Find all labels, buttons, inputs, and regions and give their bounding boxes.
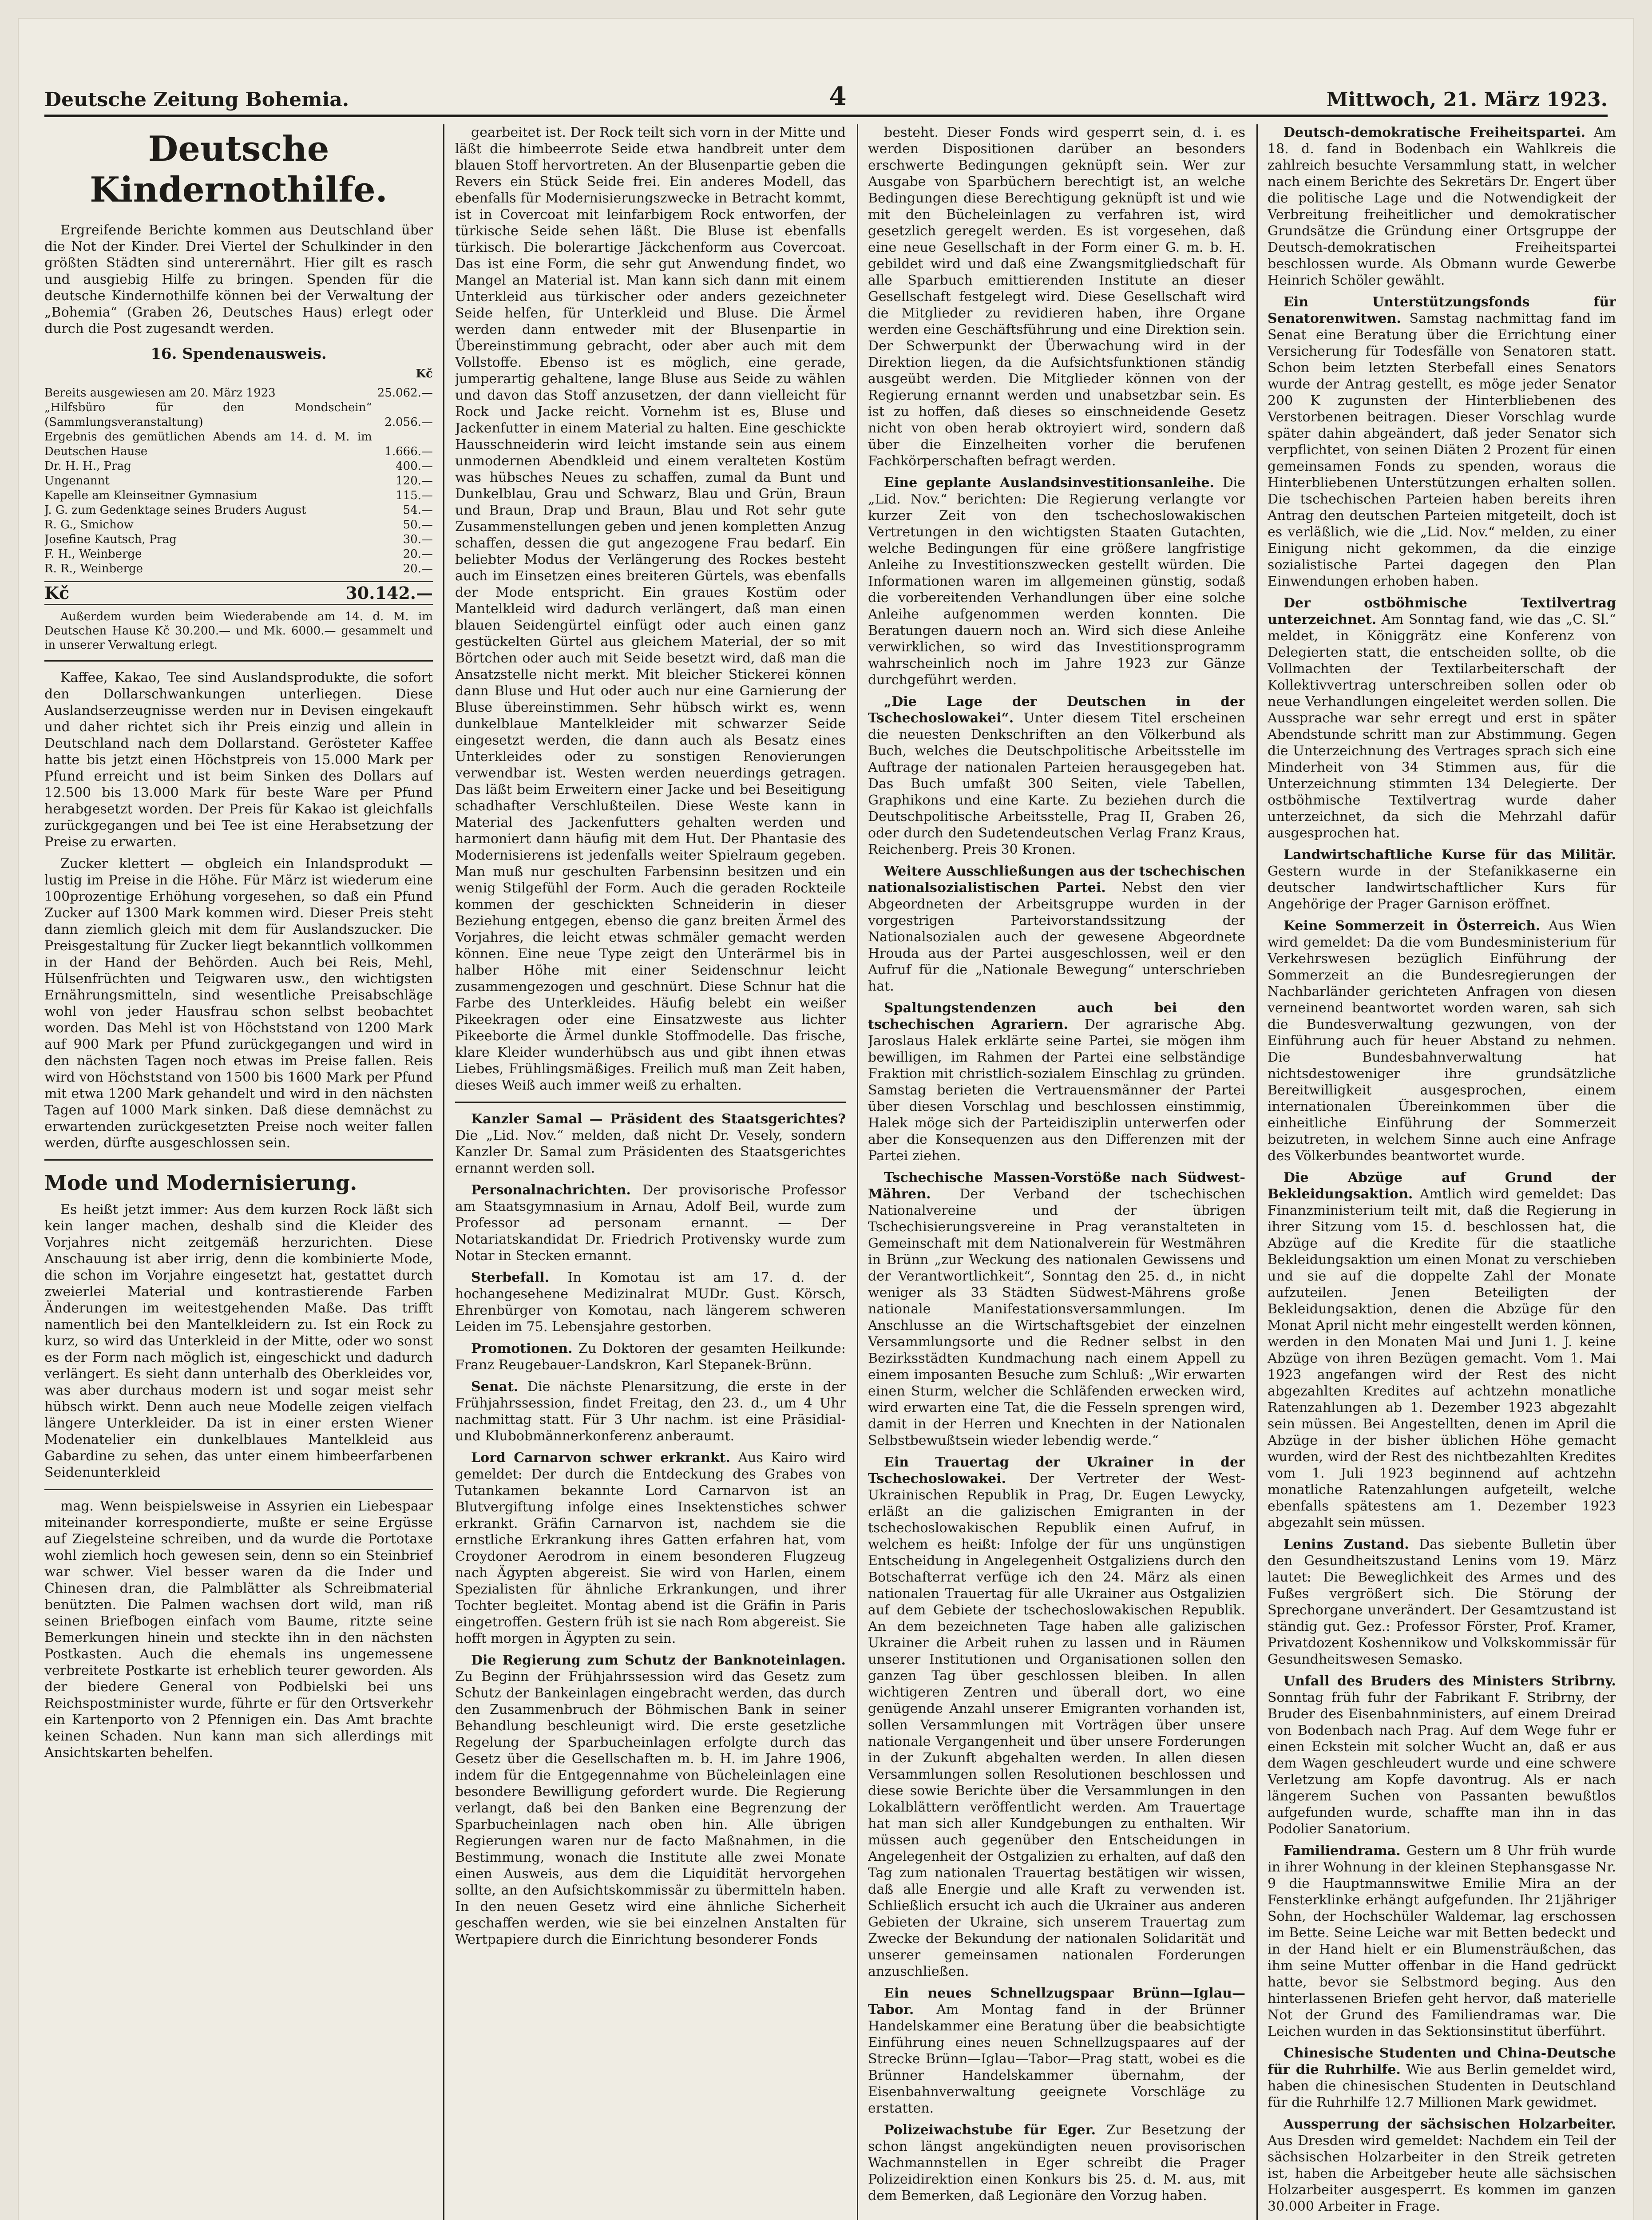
news-text: Am Montag fand in der Brünner Handelskammer eine Beratung über die beabsichtigte Einführung eines neuen Schnellzugspaares auf der Strecke Brünn—Iglau—Tabor—Prag statt, wobei es die Brünner Handelskammer übernahm, der Eisenbahnverwaltung geeignete Vorschläge zu erstatten. — [868, 2002, 1245, 2116]
news-item — [455, 1269, 846, 1335]
news-item — [868, 1454, 1245, 1980]
amount: 400.— — [396, 460, 433, 473]
amount: 20.— — [403, 562, 433, 575]
news-text: Sonntag früh fuhr der Fabrikant F. Stribrny, der Bruder des Eisenbahnministers, auf einem Dreirad von Bodenbach nach Prag. Auf dem Wege fuhr er einen Eckstein mit solcher Wucht an, daß er aus dem Wagen geschleudert wurde und eine schwere Verletzung am Kopfe davontrug. Als er nach längerem Suchen von Passanten bewußtlos aufgefunden wurde, schaffte man ihn in das Podolier Sanatorium. — [1268, 1690, 1616, 1837]
article-text: gearbeitet ist. Der Rock teilt sich vorn in der Mitte und läßt die himbeerrote Seide etwa handbreit unter dem blauen Stoff hervortreten. An der Blusenpartie geben die Revers ein Stück Seide frei. Ein anderes Modell, das ebenfalls für Modernisierungszwecke in Betracht kommt, ist in Covercoat mit leinfarbigem Rock entworfen, der türkische Seide sehen läßt. Die Bluse ist ebenfalls türkisch. Die bolerartige Jäckchenform aus Covercoat. Das ist eine Form, die sehr gut Anwendung findet, wo Mangel an Material ist. Man kann sich dann mit einem Unterkleid aus türkischer oder anders gezeichneter Seide helfen, für Unterkleid und Bluse. Die Ärmel werden dann entweder mit der Blusenpartie in Übereinstimmung gebracht, oder aber auch mit dem Vollstoffe. Ebenso ist es möglich, eine gerade, jumperartig gehaltene, lange Bluse aus Seide zu wählen und davon das Stoff anzusetzen, der dann vielleicht für Rock und Jacke reicht. Vornehm ist es, Bluse und Jackenfutter in einem Material zu halten. Eine geschickte Hausschneiderin wird leicht imstande sein aus einem unmodernen Abendkleid und einem veralteten Kostüm was hübsches Neues zu schaffen, zumal da Bunt und Dunkelblau, Grau und Schwarz, Blau und Grün, Braun und Braun, Drap und Braun, Blau und Rot sehr gute Zusammenstellungen geben und jenen kompletten Anzug schaffen, dessen die gut angezogene Frau bedarf. Ein beliebter Modus der Verlängerung des Rockes besteht auch im Einsetzen eines breiteren Gürtels, was ebenfalls der Mode entspricht. Ein graues Kostüm oder Mantelkleid wird dadurch verlängert, daß man einen blauen Seidengürtel einfügt oder auch einen ganz gestückelten Gürtel aus gleichem Material, der so mit Börtchen oder auch mit Seide besetzt wird, daß man die Ansatzstelle nicht merkt. Mit bleicher Stickerei können dann Bluse und Hut oder auch nur eine Garnierung der Bluse übereinstimmen. Sehr hübsch wirkt es, wenn dunkelblaue Mantelkleider mit schwarzer Seide eingesetzt werden, die dann auch als Besatz eines Unterkleides oder zu sonstigen Renovierungen verwendbar ist. Westen werden neuerdings getragen. Das läßt beim Erweitern einer Jacke und bei Beseitigung schadhafter Verschlußteilen. Diese Weste kann in Material des Jackenfutters gehalten werden und harmoniert dann häufig mit dem Hut. Der Phantasie des Modernisierens ist jedenfalls weiter Spielraum gegeben. Man muß nur geschulten Farbensinn besitzen und ein wenig Stilgefühl der Form. Auch die geraden Rockteile kommen der geschickten Schneiderin in dieser Beziehung entgegen, ebenso die ganz breiten Ärmel des Vorjahres, die leicht etwas schmäler gemacht werden können. Eine neue Type zeigt den Unterärmel bis in halber Höhe mit einer Seidenschnur leicht zusammengezogen und geschnürt. Diese Schnur hat die Farbe des Unterkleides. Häufig belebt ein weißer Pikeekragen oder eine Einsatzweste aus lichter Pikeeborte die Ärmel dunkle Stoffmodelle. Das frische, klare Kleider wunderhübsch aus und gibt ihnen etwas Liebes, Frühlingsmäßiges. Freilich muß man Zeit haben, dieses Weiß auch immer weiß zu erhalten. — [455, 125, 846, 1093]
news-headline: Der ostböhmische Textilvertrag unterzeichnet. — [1268, 595, 1616, 627]
news-text: Aus Kairo wird gemeldet: Der durch die Entdeckung des Grabes von Tutankamen bekannte Lord Carnarvon ist an Blutvergiftung infolge eines Insektenstiches schwer erkrankt. Gräfin Carnarvon ist, nachdem sie die ernstliche Erkrankung ihres Gatten erfahren hat, vom Croydoner Aerodrom in einem besonderen Flugzeug nach Ägypten abgereist. Sie wird von Harlen, einem Spezialisten für ähnliche Erkrankungen, und ihrer Tochter begleitet. Montag abend ist die Gräfin in Paris eingetroffen. Gestern früh ist sie nach Rom abgereist. Sie hofft morgen in Ägypten zu sein. — [455, 1450, 846, 1646]
amount: 115.— — [396, 489, 433, 502]
table-row — [44, 488, 433, 503]
page-number: 4 — [829, 82, 847, 111]
news-item — [868, 475, 1245, 688]
table-row — [44, 459, 433, 474]
article-text: Zucker klettert — obgleich ein Inlandsprodukt — lustig im Preise in die Höhe. Für März ist wiederum eine 100prozentige Erhöhung vorgesehen, so daß ein Pfund Zucker auf 1300 Mark kommen wird. Dieser Preis steht dann ziemlich gleich mit dem für Auslandszucker. Die Preisgestaltung für Zucker liegt bekanntlich vollkommen in der Hand der Behörden. Auch bei Reis, Mehl, Hülsenfrüchten und Teigwaren usw., den wichtigsten Ernährungsmitteln, sind wesentliche Preisabschläge wohl von jeder Hausfrau schon selbst beobachtet worden. Das Mehl ist von Höchststand von 1200 Mark auf 900 Mark per Pfund zurückgegangen und wird in den nächsten Tagen noch etwas im Preise fallen. Reis wird von Höchststand von 1500 bis 1600 Mark per Pfund mit etwa 1200 Mark gehandelt und wird in den nächsten Tagen auf 1000 Mark sinken. Daß diese demnächst zu erwartenden zurückgesetzten Preise noch weiter fallen werden, dürfte ausgeschlossen sein. — [44, 856, 433, 1151]
news-item — [868, 1985, 1245, 2117]
news-text: Die nächste Plenarsitzung, die erste in der Frühjahrssession, findet Freitag, den 23. d., um 4 Uhr nachmittag statt. Für 3 Uhr nachm. ist eine Präsidial- und Klubobmännerkonferenz anberaumt. — [455, 1379, 846, 1444]
news-text: Zu Doktoren der gesamten Heilkunde: Franz Reugebauer-Landskron, Karl Stepanek-Brünn. — [455, 1341, 846, 1373]
donor: Bereits ausgewiesen am 20. März 1923 — [44, 386, 276, 400]
news-text: Zur Besetzung der schon längst angekündigten neuen provisorischen Wachmannstellen in Eger schreibt die Prager Polizeidirektion einen Konkurs bis 25. d. M. aus, mit dem Bemerken, daß Legionäre den Vorzug haben. — [868, 2122, 1245, 2204]
news-headline: Lord Carnarvon schwer erkrankt. — [471, 1450, 731, 1466]
amount: 20.— — [403, 547, 433, 561]
news-item — [1268, 294, 1616, 590]
news-headline: „Die Lage der Deutschen in der Tschechoslowakei“. — [868, 694, 1245, 726]
amount: 54.— — [403, 503, 433, 517]
news-headline: Kanzler Samal — Präsident des Staatsgerichtes? — [471, 1111, 846, 1127]
column-1 — [44, 124, 433, 2220]
news-item — [1268, 1673, 1616, 1837]
table-row — [44, 386, 433, 400]
news-text: Am 18. d. fand in Bodenbach ein Wahlkreis die zahlreich besuchte Versammlung statt, in welcher nach einem Berichte des Sekretärs Dr. Engert über die politische Lage und die Notwendigkeit der Verbreitung freiheitlicher und demokratischer Grundsätze die Gründung einer Ortsgruppe der Deutsch-demokratischen Freiheitspartei beschlossen wurde. Als Obmann wurde Gewerbe Heinrich Schöler gewählt. — [1268, 125, 1616, 288]
news-text: Gestern wurde in der Stefanikkaserne ein deutscher landwirtschaftlicher Kurs für Angehörige der Prager Garnison eröffnet. — [1268, 864, 1616, 912]
amount: 30.— — [403, 533, 433, 546]
donor: F. H., Weinberge — [44, 547, 142, 561]
column-4 — [1268, 124, 1616, 2220]
table-row — [44, 400, 433, 430]
news-item — [868, 863, 1245, 995]
donor: R. G., Smichow — [44, 518, 134, 531]
table-row — [44, 430, 433, 459]
news-text: Der agrarische Abg. Jaroslaus Halek erklärte seine Partei, sie mögen ihm bewilligen, im Rahmen der Partei eine selbständige Fraktion mit christlich-sozialem Einschlag zu gründen. Samstag berieten die Vertrauensmänner der Partei über diesen Vorschlag und beschlossen einstimmig, Halek möge sich der Parteidisziplin unterwerfen oder aber die Konsequenzen aus den Differenzen mit der Partei ziehen. — [868, 1017, 1245, 1164]
news-item — [455, 1379, 846, 1444]
donation-total — [44, 581, 433, 605]
amount: 1.666.— — [384, 445, 433, 458]
news-item — [1268, 918, 1616, 1164]
news-text: Der provisorische Professor am Staatsgymnasium in Arnau, Adolf Beil, wurde zum Professor ad personam ernannt. — Der Notariatskandidat Dr. Friedrich Protivensky wurde zum Notar in Stecken ernannt. — [455, 1182, 846, 1264]
news-headline: Senat. — [471, 1379, 519, 1395]
donor: Josefine Kautsch, Prag — [44, 533, 177, 546]
news-headline: Ein neues Schnellzugspaar Brünn—Iglau—Tabor. — [868, 1986, 1245, 2018]
amount: 25.062.— — [377, 386, 433, 400]
article-title: Deutsche Kindernothilfe. — [90, 129, 388, 210]
news-headline: Ein Unterstützungsfonds für Senatorenwitwen. — [1268, 294, 1616, 326]
news-item — [1268, 2116, 1616, 2215]
divider — [44, 660, 433, 662]
column-rule — [443, 124, 444, 2220]
news-headline: Ein Trauertag der Ukrainer in der Tschechoslowakei. — [868, 1455, 1245, 1487]
column-rule — [857, 124, 858, 2220]
news-headline: Keine Sommerzeit in Österreich. — [1284, 918, 1541, 934]
news-item — [1268, 1843, 1616, 2040]
news-item — [1268, 124, 1616, 289]
news-text: Unter diesem Titel erscheinen die neuesten Denkschriften an den Völkerbund als Buch, welches die Deutschpolitische Arbeitsstelle im Auftrage der nationalen Parteien herausgegeben hat. Das Buch umfaßt 300 Seiten, viele Tabellen, Graphikons und eine Karte. Zu beziehen durch die Deutschpolitische Arbeitsstelle, Prag II, Graben 26, oder durch den Sudetendeutschen Verlag Franz Kraus, Reichenberg. Preis 30 Kronen. — [868, 710, 1245, 857]
news-headline: Eine geplante Auslandsinvestitionsanleihe. — [884, 475, 1214, 491]
news-headline: Weitere Ausschließungen aus der tschechischen nationalsozialistischen Partei. — [868, 864, 1245, 896]
issue-date: Mittwoch, 21. März 1923. — [1326, 88, 1608, 111]
news-item — [455, 1182, 846, 1264]
table-row — [44, 518, 433, 532]
column-2 — [455, 124, 846, 2220]
news-text: Wie aus Berlin gemeldet wird, haben die chinesischen Studenten in Deutschland für die Ruhrhilfe 12.7 Millionen Mark gewidmet. — [1268, 2062, 1616, 2110]
news-item — [868, 694, 1245, 858]
currency-label: Kč — [416, 367, 433, 381]
donor: Kapelle am Kleinseitner Gymnasium — [44, 489, 258, 502]
news-item — [1268, 2045, 1616, 2111]
donor: Dr. H. H., Prag — [44, 460, 131, 473]
table-row — [44, 503, 433, 518]
news-headline: Lenins Zustand. — [1284, 1537, 1409, 1552]
table-row — [44, 547, 433, 562]
news-item — [1268, 1169, 1616, 1531]
amount: 2.056.— — [384, 416, 433, 429]
news-item — [1268, 595, 1616, 841]
news-text: Gestern um 8 Uhr früh wurde in ihrer Wohnung in der kleinen Stephansgasse Nr. 9 die Hauptmannswitwe Emilie Mira an der Fensterklinke erhängt aufgefunden. Ihr 21jähriger Sohn, der Hochschüler Waldemar, lag erschossen im Bette. Seine Leiche war mit Betten bedeckt und in der Hand hielt er ein Blumensträußchen, das ihm seine Mutter offenbar in die Hand gedrückt hatte, bevor sie Selbstmord beging. Aus den hinterlassenen Briefen geht hervor, daß materielle Not der Grund des Familiendramas war. Die Leichen wurden in das Sektionsinstitut überführt. — [1268, 1843, 1616, 2039]
news-text: Nebst den vier Abgeordneten der Arbeitsgruppe wurden in der vorgestrigen Parteivorstandssitzung der Nationalsozialen auch der gewesene Abgeordnete Hrouda aus der Partei ausgeschlossen, weil er den Aufruf für die „Nationale Bewegung“ unterschrieben hat. — [868, 880, 1245, 994]
news-headline: Aussperrung der sächsischen Holzarbeiter. — [1284, 2117, 1616, 2132]
total-value: 30.142.— — [345, 583, 433, 603]
news-text: Die „Lid. Nov.“ berichten: Die Regierung verlangte vor kurzer Zeit von den tschechoslowakischen Vertretungen in den wichtigsten Staaten Gutachten, welche Bedingungen für eine größere langfristige Anleihe zu Investitionszwecken gestellt würden. Die Informationen waren im allgemeinen günstig, sodaß die vorbereitenden Verhandlungen über eine solche Anleihe aufgenommen werden konnten. Die Beratungen dauern noch an. Wird sich diese Anleihe verwirklichen, so wird das Investitionsprogramm wahrscheinlich noch im Jahre 1923 zur Gänze durchgeführt werden. — [868, 475, 1245, 688]
column-rule — [1256, 124, 1258, 2220]
article-text: Kaffee, Kakao, Tee sind Auslandsprodukte, die sofort den Dollarschwankungen unterliegen. Diese Auslandserzeugnisse werden nur in Devisen eingekauft und daher richtet sich ihr Preis einzig und allein in Deutschland nach dem Dollarstand. Gerösteter Kaffee hatte bis jetzt einen Höchstpreis von 15.000 Mark per Pfund erreicht und ist beim Sinken des Dollars auf 12.500 bis 13.000 Mark für beste Ware per Pfund herabgesetzt worden. Der Preis für Kakao ist gleichfalls zurückgegangen und bei Tee ist eine Herabsetzung der Preise zu erwarten. — [44, 670, 433, 850]
amount: 120.— — [396, 474, 433, 488]
article-text: besteht. Dieser Fonds wird gesperrt sein, d. i. es werden Dispositionen darüber an besonders erschwerte Bedingungen geknüpft sein. Wer zur Ausgabe von Sparbüchern berechtigt ist, an welche Bedingungen diese Berechtigung geknüpft ist und wie mit den Bücheleinlagen zu verfahren ist, wird gesetzlich geregelt werden. Es ist vorgesehen, daß eine neue Gesellschaft in der Form einer G. m. b. H. gebildet wird und daß eine Zwangsmitgliedschaft für alle Sparbuch emittierenden Institute an dieser Gesellschaft festgelegt wird. Diese Gesellschaft wird die Mitglieder zu revidieren haben, ihre Organe werden eine Geschäftsführung und eine Direktion sein. Der Schwerpunkt der Überwachung wird in der Direktion liegen, da die Aufsichtsfunktionen ständig ausgeübt werden. Die Mitglieder können von der Regierung ernannt werden und unabsetzbar sein. Es ist zu hoffen, daß dieses so einschneidende Gesetz nicht von oben herab oktroyiert wird, sondern daß über die Einzelheiten vorher die berufenen Fachkörperschaften befragt werden. — [868, 125, 1245, 469]
news-text: Der Verband der tschechischen Nationalvereine und der übrigen Tschechisierungsvereine in Prag veranstalteten in Gemeinschaft mit dem Nationalverein für Westmähren in Brünn „zur Weckung des nationalen Gewissens und der Verantwortlichkeit“, Sonntag den 25. d., in nicht weniger als 33 Städten Südwest-Mährens große nationale Manifestationsversammlungen. Im Anschlusse an die Wirtschaftsgebiet der einzelnen Versammlungsorte und die Redner selbst in den Bezirksstädten Kundmachung nach einem Appell zu einem imposanten Besuche zum Schluß: „Wir erwarten einen Sturm, welcher die Schläfenden erwecken wird, wird erwarten eine Tat, die die Fesseln sprengen wird, damit in der Herren und Knechten in der Nationalen Selbstbewußtsein wieder lebendig werde.“ — [868, 1186, 1245, 1448]
donation-note: Außerdem wurden beim Wiederabende am 14. d. M. im Deutschen Hause Kč 30.200.— und Mk. 6000.— gesammelt und in unserer Verwaltung erlegt. — [44, 610, 433, 652]
news-headline: Familiendrama. — [1284, 1843, 1401, 1859]
news-headline: Landwirtschaftliche Kurse für das Militär. — [1284, 847, 1616, 863]
news-headline: Tschechische Massen-Vorstöße nach Südwest-Mähren. — [868, 1170, 1245, 1202]
news-item — [1268, 1536, 1616, 1668]
donor: R. R., Weinberge — [44, 562, 143, 575]
news-headline: Polizeiwachstube für Eger. — [884, 2122, 1096, 2138]
total-label: Kč — [44, 583, 70, 603]
news-headline: Chinesische Studenten und China-Deutsche für die Ruhrhilfe. — [1268, 2046, 1616, 2077]
article-title: Mode und Modernisierung. — [44, 1171, 357, 1195]
news-headline: Personalnachrichten. — [471, 1182, 631, 1198]
news-headline: Die Regierung zum Schutz der Banknoteinlagen. — [471, 1653, 846, 1668]
page-header — [44, 75, 1608, 117]
news-item — [868, 2122, 1245, 2204]
news-text: In Komotau ist am 17. d. der hochangesehene Medizinalrat MUDr. Gust. Körsch, Ehrenbürger von Komotau, nach längerem schweren Leiden im 75. Lebensjahre gestorben. — [455, 1270, 846, 1335]
news-headline: Deutsch-demokratische Freiheitspartei. — [1284, 125, 1586, 140]
news-text: Aus Wien wird gemeldet: Da die vom Bundesministerium für Verkehrswesen bezüglich Einführung der Sommerzeit an die Bundesregierungen der Nachbarländer gerichteten Anfragen von diesen verneinend beantwortet worden waren, sah sich die Bundesverwaltung gezwungen, von der Einführung auch für heuer Abstand zu nehmen. Die Bundesbahnverwaltung hat nichtsdestoweniger ihre grundsätzliche Bereitwilligkeit ausgesprochen, einem internationalen Übereinkommen über die einheitliche Einführung der Sommerzeit beizutreten, in welchem Sinne auch eine Anfrage des Völkerbundes beantwortet wurde. — [1268, 918, 1616, 1164]
divider — [44, 1489, 433, 1490]
donation-table — [44, 386, 433, 576]
donor: J. G. zum Gedenktage seines Bruders August — [44, 503, 306, 517]
donation-list-heading: 16. Spendenausweis. — [151, 345, 327, 363]
newspaper-name: Deutsche Zeitung Bohemia. — [44, 88, 349, 111]
news-text: Das siebente Bulletin über den Gesundheitszustand Lenins vom 19. März lautet: Die Beweglichkeit des Armes und des Fußes vergrößert sich. Die Störung der Sprechorgane unverändert. Der Gesamtzustand ist ständig gut. Gez.: Professor Förster, Prof. Kramer, Privatdozent Koshennikow und Volkskommissär für Gesundheitswesen Semasko. — [1268, 1537, 1616, 1667]
divider — [455, 1102, 846, 1103]
donor: Ungenannt — [44, 474, 110, 488]
news-item — [868, 1000, 1245, 1164]
news-item — [1268, 847, 1616, 912]
article-text: Ergreifende Berichte kommen aus Deutschland über die Not der Kinder. Drei Viertel der Schulkinder in den größten Städten sind unterernährt. Hier gilt es rasch und ausgiebig Hilfe zu bringen. Spenden für die deutsche Kindernothilfe können bei der Verwaltung der „Bohemia“ (Graben 26, Deutsches Haus) erlegt oder durch die Post zugesandt werden. — [44, 222, 433, 337]
news-text: Die „Lid. Nov.“ melden, daß nicht Dr. Vesely, sondern Kanzler Dr. Samal zum Präsidenten des Staatsgerichtes ernannt werden soll. — [455, 1128, 846, 1176]
table-row — [44, 532, 433, 547]
news-text: Aus Dresden wird gemeldet: Nachdem ein Teil der sächsischen Holzarbeiter in den Streik getreten ist, haben die Arbeitgeber heute alle sächsischen Holzarbeiter ausgesperrt. Es kommen im ganzen 30.000 Arbeiter in Frage. — [1268, 2133, 1616, 2214]
divider — [44, 1159, 433, 1161]
news-text: Der Vertreter der West-Ukrainischen Republik in Prag, Dr. Eugen Lewycky, erläßt an die galizischen Emigranten in der tschechoslowakischen Republik einen Aufruf, in welchem es heißt: Infolge der für uns ungünstigen Entscheidung in Angelegenheit Ostgaliziens durch den Botschafterrat verfüge ich den 24. März als einen nationalen Trauertag für alle Ukrainer aus Ostgalizien auf dem Gebiete der tschechoslowakischen Republik. An dem bezeichneten Tage haben alle galizischen Ukrainer die Arbeit ruhen zu lassen und in Räumen unserer Institutionen und Organisationen sollen den ganzen Tag über geschlossen bleiben. In allen wichtigeren Zentren und überall dort, wo eine genügende Anzahl unserer Emigranten vorhanden ist, sollen Versammlungen mit Vorträgen über unsere nationale Vergangenheit und über unsere Forderungen in der Zukunft abgehalten werden. In allen diesen Versammlungen sollen Resolutionen beschlossen und diese sowie Berichte über die Versammlungen in den Lokalblättern veröffentlicht werden. Am Trauertage hat man sich aller Kundgebungen zu enthalten. Wir müssen auch gegenüber den Entscheidungen in Angelegenheit der Ostgalizien zu erhalten, auf daß den Tag zum nationalen Trauertag bestätigen wir wissen, daß alle Energie und alle Kraft zu verwenden ist. Schließlich ersucht ich auch die Ukrainer aus anderen Gebieten der Ukraine, sich unserem Trauertag zum Zwecke der Bekundung der nationalen Solidarität und unserer gemeinsamen nationalen Forderungen anzuschließen. — [868, 1471, 1245, 1979]
news-headline: Promotionen. — [471, 1341, 573, 1356]
news-text: Zu Beginn der Frühjahrssession wird das Gesetz zum Schutz der Bankeinlagen eingebracht werden, das durch den Zusammenbruch der Böhmischen Bank in seiner Behandlung beschleunigt wird. Die erste gesetzliche Regelung der Sparbucheinlagen erfolgte durch das Gesetz über die Gesellschaften m. b. H. im Jahre 1906, indem für die Entgegennahme von Bücheleinlagen eine besondere Bewilligung gefordert wurde. Die Regierung verlangt, daß bei den Banken eine Begrenzung der Sparbucheinlagen nach oben hin. Alle übrigen Regierungen waren nur de facto Maßnahmen, in die Bestimmung, wonach die Institute alle zwei Monate einen Ausweis, aus dem die Liquidität hervorgehen sollte, an den Aufsichtskommissär zu übermitteln haben. In den neuen Gesetz wird eine ähnliche Sicherheit geschaffen werden, wie sie bei einzelnen Anstalten für Wertpapiere durch die Einrichtung besonderer Fonds — [455, 1669, 846, 1947]
news-headline: Spaltungstendenzen auch bei den tschechischen Agrariern. — [868, 1000, 1245, 1032]
donor: „Hilfsbüro für den Mondschein“ (Sammlungsveranstaltung) — [44, 401, 372, 429]
newspaper-page — [18, 18, 1634, 2220]
news-text: Samstag nachmittag fand im Senat eine Beratung über die Errichtung einer Versicherung für Todesfälle von Senatoren statt. Schon beim letzten Sterbefall eines Senators wurde der Antrag gestellt, es möge jeder Senator 200 K zugunsten der Hinterbliebenen des Verstorbenen beitragen. Dieser Vorschlag wurde später dahin abgeändert, daß jeder Senator sich verpflichtet, von seinen Diäten 2 Prozent für einen gemeinsamen Fonds zu spenden, woraus die Hinterbliebenen Unterstützungen erhalten sollen. Die tschechischen Parteien haben bereits ihren Antrag den deutschen Parteien mitgeteilt, doch ist es verläßlich, wie die „Lid. Nov.“ melden, zu einer Einigung nicht gekommen, da die einzige sozialistische Partei dagegen den Plan Einwendungen erhoben haben. — [1268, 311, 1616, 589]
news-item — [455, 1652, 846, 1948]
news-headline: Die Abzüge auf Grund der Bekleidungsaktion. — [1268, 1170, 1616, 1202]
news-item — [455, 1450, 846, 1647]
news-headline: Unfall des Bruders des Ministers Stribrny. — [1284, 1673, 1616, 1689]
table-row — [44, 474, 433, 488]
article-text: mag. Wenn beispielsweise in Assyrien ein Liebespaar miteinander korrespondierte, mußte er seine Ergüsse auf Ziegelsteine schreiben, und da wurde die Portotaxe wohl ziemlich hoch gewesen sein, denn so ein Steinbrief war schwer. Viel besser waren da die Inder und Chinesen dran, die Palmblätter als Schreibmaterial benützten. Die Palmen wachsen dort wild, man riß seinen Briefbogen einfach vom Baume, ritzte seine Bemerkungen hinein und steckte ihn in den nächsten Postkasten. Auch die ehemals ins ungemessene verbreitete Postkarte ist erheblich teurer geworden. Als der biedere General von Podbielski bei uns Reichspostminister wurde, führte er für den Ortsverkehr ein Kartenporto von 2 Pfennigen ein. Das Amt brachte keinen Schaden. Nun kann man sich allerdings mit Ansichtskarten behelfen. — [44, 1498, 433, 1760]
news-item — [455, 1340, 846, 1373]
column-3 — [868, 124, 1245, 2220]
amount: 50.— — [403, 518, 433, 531]
article-text: Es heißt jetzt immer: Aus dem kurzen Rock läßt sich kein langer machen, deshalb sind die Kleider des Vorjahres nicht zeitgemäß herzurichten. Diese Anschauung ist aber irrig, denn die kombinierte Mode, die schon im Vorjahre eingesetzt hat, gestattet durch zweierlei Material und kontrastierende Farben Änderungen im weitestgehenden Maße. Das trifft namentlich bei den Mantelkleidern zu. Ist ein Rock zu kurz, so wird das Unterkleid in der Mitte, oder wo sonst es der Form nach möglich ist, eingeschickt und dadurch verlängert. Es sieht dann unterhalb des Oberkleides vor, was aber durchaus modern ist und sogar meist sehr hübsch wirkt. Denn auch neue Modelle zeigen vielfach längere Unterkleider. Da ist in einer ersten Wiener Modenatelier ein dunkelblaues Mantelkleid aus Gabardine zu sehen, das unter einem himbeerfarbenen Seidenunterkleid — [44, 1202, 433, 1480]
table-row — [44, 562, 433, 576]
news-text: Amtlich wird gemeldet: Das Finanzministerium teilt mit, daß die Regierung in ihrer Sitzung vom 15. d. beschlossen hat, die Abzüge auf die Kredite für die staatliche Bekleidungsaktion um einen Monat zu verschieben und sie auf die doppelte Zahl der Monate aufzuteilen. Jenen Beteiligten der Bekleidungsaktion, denen die Abzüge für den Monat April nicht mehr eingestellt werden können, werden in den Monaten Mai und Juni 1. J. keine Abzüge von ihren Bezügen gemacht. Vom 1. Mai 1923 angefangen wird der Rest des nicht abgezahlten Kredites auf achtzehn monatliche Ratenzahlungen ab 1. Dezember 1923 abgezahlt sein müssen. Bei Angestellten, denen im April die Abzüge in der bisher üblichen Höhe gemacht wurden, wird der Rest des nichtbezahlten Kredites vom 1. Juli 1923 beginnend auf achtzehn monatliche Ratenzahlungen aufgeteilt, welche ebenfalls spätestens am 1. Dezember 1923 abgezahlt sein müssen. — [1268, 1186, 1616, 1530]
news-text: Am Sonntag fand, wie das „C. Sl.“ meldet, in Königgrätz eine Konferenz von Delegierten statt, die entscheiden sollte, ob die Vollmachten der Textilarbeiterschaft der Kollektivvertrag unterschreiben sollen oder ob neue Verhandlungen eingeleitet werden sollen. Die Aussprache war sehr erregt und erst in später Abendstunde schritt man zur Abstimmung. Gegen die Unterzeichnung des Vertrages sprach sich eine Minderheit von 34 Stimmen aus, für die Unterzeichnung stimmten 134 Delegierte. Der ostböhmische Textilvertrag wurde daher unterzeichnet, da sich die Mehrzahl dafür ausgesprochen hat. — [1268, 612, 1616, 841]
news-item — [455, 1111, 846, 1177]
news-item — [868, 1169, 1245, 1449]
news-headline: Sterbefall. — [471, 1270, 550, 1285]
donor: Ergebnis des gemütlichen Abends am 14. d. M. im Deutschen Hause — [44, 430, 372, 458]
